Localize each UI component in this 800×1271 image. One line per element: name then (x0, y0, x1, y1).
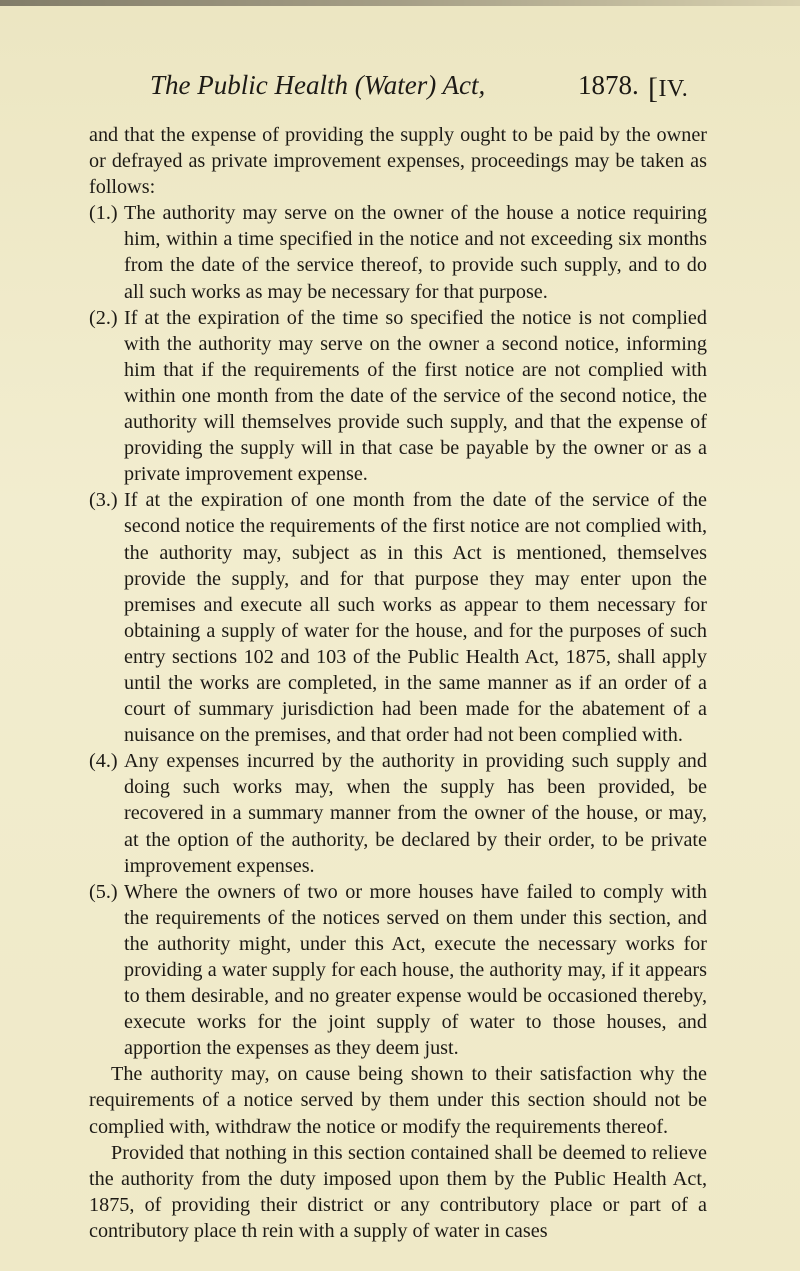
running-header (150, 70, 720, 114)
intro-paragraph: and that the expense of providing the supply ought to be paid by the owner or defrayed as private improvement expenses, proceedings may be taken as follows: (89, 124, 707, 199)
clause-2-number: (2.) (89, 306, 118, 329)
header-title: The Public Health (Water) Act, (150, 70, 486, 100)
clause-5-number: (5.) (89, 880, 118, 903)
page-top-edge (0, 0, 800, 6)
clause-1-number: (1.) (89, 202, 118, 225)
clause-2 (89, 305, 707, 488)
header-section-number: IV. (658, 76, 689, 102)
header-section: [IV. (648, 72, 689, 105)
clause-1 (89, 200, 707, 304)
clause-3-text: If at the expiration of one month from the date of the service of the second notice the requirements of the first notice are not complied with, the authority may, subject as in this Act is mentioned, themselves provide the supply, and for that purpose they may enter upon the premises and execute all such works as appear to them necessary for obtaining a supply of water for the house, and for the purposes of such entry sections 102 and 103 of the Public Health Act, 1875, shall apply until the works are completed, in the same manner as if an order of a court of summary jurisdiction had been made for the abatement of a nuisance on the premises, and that order had not been complied with. (124, 489, 707, 747)
clause-4-number: (4.) (89, 750, 118, 773)
clause-4-text: Any expenses incurred by the authority in providing such supply and doing such works may, when the supply has been provided, be recovered in a summary manner from the owner of the house, or may, at the option of the authority, be declared by their order, to be private improvement expenses. (124, 750, 707, 877)
header-year: 1878. (578, 70, 639, 100)
clause-3 (89, 487, 707, 748)
modify-paragraph: The authority may, on cause being shown to their satisfaction why the requirements of a notice served by them under this section should not be complied with, withdraw the notice or modify the requirements thereof. (89, 1063, 707, 1138)
clause-5-text: Where the owners of two or more houses have failed to comply with the requirements of the notices served on them under this section, and the authority might, under this Act, execute the necessary works for providing a water supply for each house, the authority may, if it appears to them desirable, and no greater expense would be occasioned thereby, execute works for the joint supply of water to those houses, and apportion the expenses as they deem just. (124, 880, 707, 1060)
clause-3-number: (3.) (89, 489, 118, 512)
proviso-paragraph: Provided that nothing in this section contained shall be deemed to relieve the authority from the duty imposed upon them by the Public Health Act, 1875, of providing their district or any contributory place or part of a contributory place th rein with a supply of water in cases (89, 1141, 707, 1242)
clause-2-text: If at the expiration of the time so specified the notice is not complied with the authority may serve on the owner a second notice, informing him that if the requirements of the first notice are not complied with within one month from the date of the service of the second notice, the authority will themselves provide such supply, and that the expense of providing the supply will in that case be payable by the owner or as a private improvement expense. (124, 306, 707, 486)
clause-5 (89, 879, 707, 1062)
page-body (89, 122, 707, 1244)
clause-4 (89, 748, 707, 878)
clause-1-text: The authority may serve on the owner of the house a notice requiring him, within a time specified in the notice and not exceeding six months from the date of the service thereof, to provide such supply, and to do all such works as may be necessary for that purpose. (124, 202, 707, 303)
